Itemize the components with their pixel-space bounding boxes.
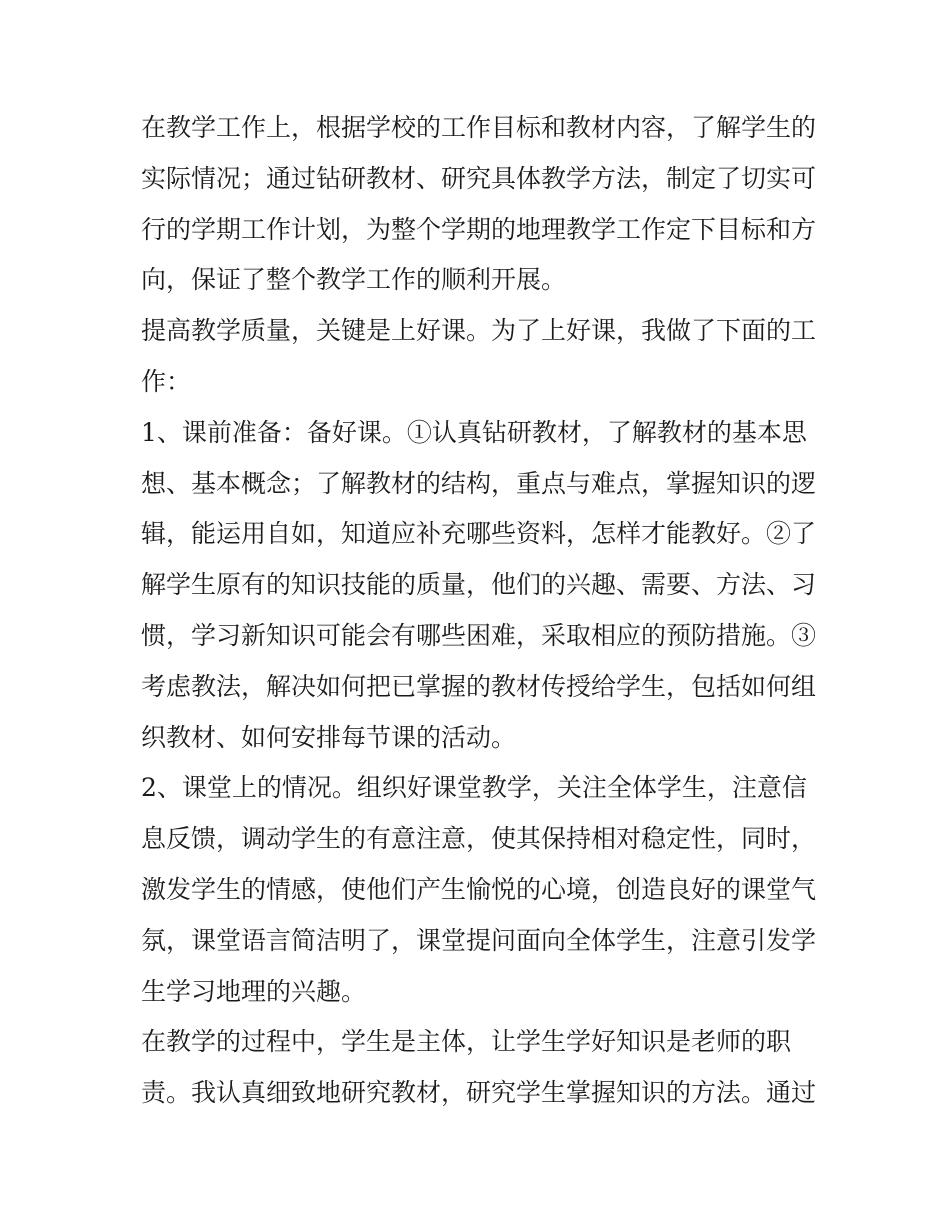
text-line: 1、课前准备：备好课。①认真钻研教材，了解教材的基本思 bbox=[141, 417, 807, 447]
text-line: 想、基本概念；了解教材的结构，重点与难点，掌握知识的逻 bbox=[141, 468, 817, 498]
body-text bbox=[141, 103, 817, 1119]
text-line: 织教材、如何安排每节课的活动。 bbox=[141, 722, 517, 752]
text-line: 在教学的过程中，学生是主体，让学生学好知识是老师的职 bbox=[141, 1027, 792, 1057]
text-line: 行的学期工作计划，为整个学期的地理教学工作定下目标和方 bbox=[141, 214, 817, 244]
text-line: 激发学生的情感，使他们产生愉悦的心境，创造良好的课堂气 bbox=[141, 874, 817, 904]
text-line: 作： bbox=[141, 366, 192, 396]
text-line: 氛，课堂语言简洁明了，课堂提问面向全体学生，注意引发学 bbox=[141, 925, 817, 955]
text-line: 生学习地理的兴趣。 bbox=[141, 976, 367, 1006]
text-line: 解学生原有的知识技能的质量，他们的兴趣、需要、方法、习 bbox=[141, 570, 817, 600]
text-line: 息反馈，调动学生的有意注意，使其保持相对稳定性，同时， bbox=[141, 824, 817, 854]
text-line: 2、课堂上的情况。组织好课堂教学，关注全体学生，注意信 bbox=[141, 773, 807, 803]
text-line: 考虑教法，解决如何把已掌握的教材传授给学生，包括如何组 bbox=[141, 671, 817, 701]
text-line: 辑，能运用自如，知道应补充哪些资料，怎样才能教好。②了 bbox=[141, 519, 817, 549]
text-line: 提高教学质量，关键是上好课。为了上好课，我做了下面的工 bbox=[141, 316, 817, 346]
text-line: 向，保证了整个教学工作的顺利开展。 bbox=[141, 265, 567, 295]
text-line: 惯，学习新知识可能会有哪些困难，采取相应的预防措施。③ bbox=[141, 620, 817, 650]
text-line: 实际情况；通过钻研教材、研究具体教学方法，制定了切实可 bbox=[141, 163, 817, 193]
text-line: 责。我认真细致地研究教材，研究学生掌握知识的方法。通过 bbox=[141, 1078, 817, 1108]
text-line: 在教学工作上，根据学校的工作目标和教材内容，了解学生的 bbox=[141, 113, 817, 142]
